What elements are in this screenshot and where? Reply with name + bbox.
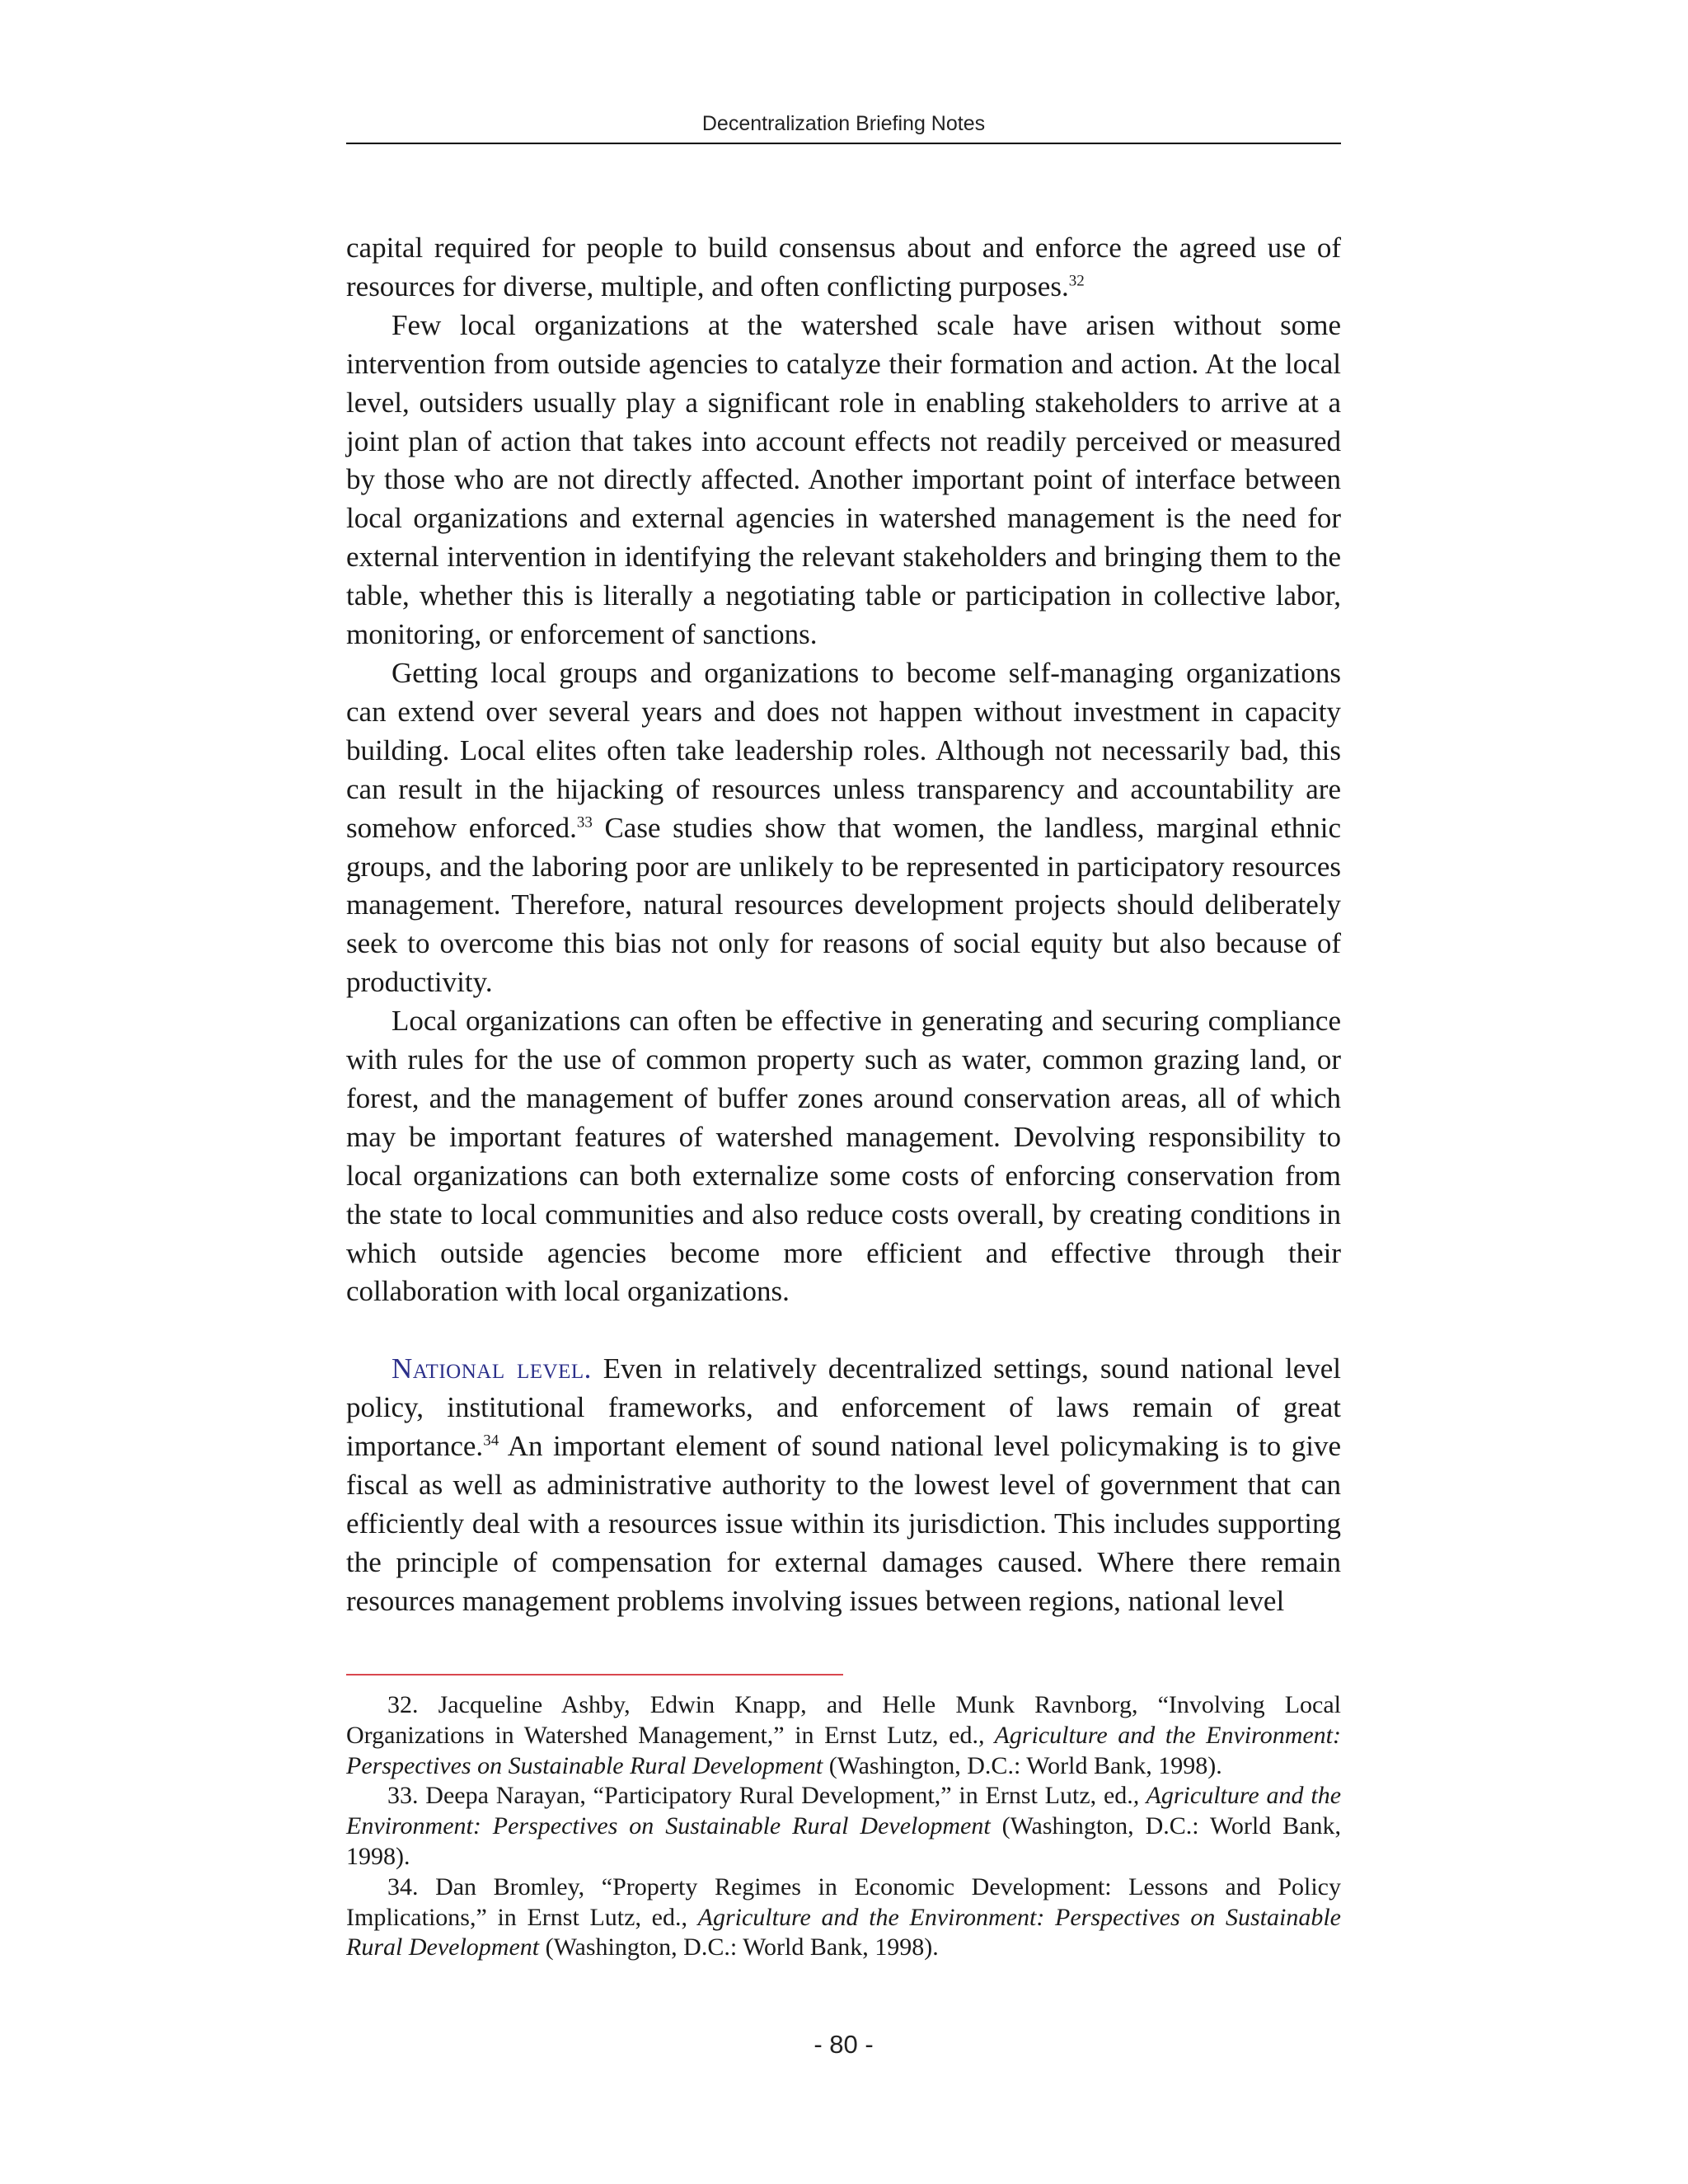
footnote-number: 33. [387,1782,419,1810]
paragraph-4 [346,1002,1341,1311]
footnote-book-title: , Agriculture and the Environment: Perspectives on Sustainable Rural Development [346,1721,1341,1779]
footnote-publisher: (Washington, D.C.: World Bank, 1998). [539,1933,939,1961]
main-text [346,229,1341,1621]
section-heading-national-level: National level. [392,1352,592,1385]
footnote-publisher: (Washington, D.C.: World Bank, 1998). [823,1751,1222,1779]
footnote-text: Dan Bromley, “Property Regimes in Economic Development: Lessons and Policy Implications,” in Ernst Lutz, ed., [346,1872,1341,1931]
footnotes [346,1690,1341,1963]
footnote-book-title: Agriculture and the Environment: Perspectives on Sustainable Rural Development [346,1903,1341,1961]
footnote-32 [346,1690,1341,1781]
footnote-rule [346,1674,843,1675]
footnote-number: 32. [387,1691,419,1718]
page-number: - 80 - [814,2030,874,2059]
footnote-ref-34: 34 [483,1432,499,1450]
paragraph-3-text-b: Case studies show that women, the landless, marginal ethnic groups, and the laboring poor are unlikely to be represented in participatory resources management. Therefore, natural resources development projects should deliberately seek to overcome this bias not only for reasons of social equity but also because of productivity. [346,811,1341,999]
paragraph-1 [346,229,1341,307]
header-rule [346,143,1341,144]
paragraph-5-text-a: Even in relatively decentralized settings, sound national level policy, institutional frameworks, and enforcement of laws remain of great importance. [346,1352,1341,1463]
footnote-34 [346,1872,1341,1963]
paragraph-1-text: capital required for people to build consensus about and enforce the agreed use of resources for diverse, multiple, and often conflicting purposes. [346,232,1341,302]
footnote-33 [346,1781,1341,1872]
paragraph-4-text: Local organizations can often be effective in generating and securing compliance with rules for the use of common property such as water, common grazing land, or forest, and the management of buffer zones around conservation areas, all of which may be important features of watershed management. Devolving responsibility to local organizations can both externalize some costs of enforcing conservation from the state to local communities and also reduce costs overall, by creating conditions in which outside agencies become more efficient and effective through their collaboration with local organizations. [346,1005,1341,1308]
paragraph-5 [346,1350,1341,1620]
footnote-ref-32: 32 [1068,272,1085,290]
paragraph-3 [346,654,1341,1002]
footnote-book-title: , Agriculture and the Environment: Perspectives on Sustainable Rural Development [346,1782,1342,1840]
paragraph-2-text: Few local organizations at the watershed scale have arisen without some intervention from outside agencies to catalyze their formation and action. At the local level, outsiders usually play a significant role in enabling stakeholders to arrive at a joint plan of action that takes into account effects not readily perceived or measured by those who are not directly affected. Another important point of interface between local organizations and external agencies in watershed management is the need for external intervention in identifying the relevant stakeholders and bringing them to the table, whether this is literally a negotiating table or participation in collective labor, monitoring, or enforcement of sanctions. [346,308,1341,651]
paragraph-2 [346,307,1341,654]
footnote-publisher: (Washington, D.C.: World Bank, 1998). [346,1812,1341,1870]
footnote-text: Deepa Narayan, “Participatory Rural Development,” in Ernst Lutz, ed. [418,1782,1133,1810]
paragraph-5-text-b: An important element of sound national level policymaking is to give fiscal as well as administrative authority to the lowest level of government that can efficiently deal with a resources issue within its jurisdiction. This includes supporting the principle of compensation for external damages caused. Where there remain resources management problems involving issues between regions, national level [346,1430,1341,1617]
footnote-number: 34. [387,1872,419,1900]
footnote-text: Jacqueline Ashby, Edwin Knapp, and Helle Munk Ravnborg, “Involving Local Organizations in Watershed Management,” in Ernst Lutz, ed. [346,1691,1341,1749]
running-header: Decentralization Briefing Notes [701,112,986,135]
footnote-ref-33: 33 [576,813,593,831]
paragraph-3-text-a: Getting local groups and organizations to become self-managing organizations can extend over several years and does not happen without investment in capacity building. Local elites often take leadership roles. Although not necessarily bad, this can result in the hijacking of resources unless transparency and accountability are somehow enforced. [346,656,1341,844]
